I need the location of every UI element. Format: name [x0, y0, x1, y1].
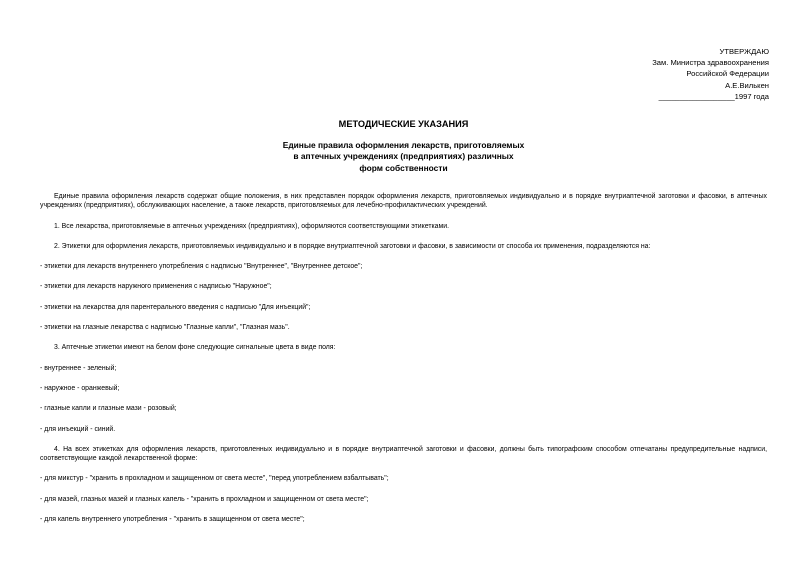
approval-block [652, 46, 769, 102]
list-item: - внутреннее - зеленый; [40, 364, 117, 372]
paragraph-4: 4. На всех этикетках для оформления лекарств, приготовленных индивидуально и в порядке внутриаптечной заготовки и фасовки, должны быть типографским способом отпечатаны предупредительные надписи, соответствующие каждой лекарственной форме: [40, 445, 767, 463]
paragraph-1: 1. Все лекарства, приготовляемые в аптечных учреждениях (предприятиях), оформляются соответствующими этикетками. [54, 222, 449, 230]
list-item: - глазные капли и глазные мази - розовый; [40, 405, 177, 413]
list-item: - этикетки для лекарств внутреннего употребления с надписью "Внутреннее", "Внутреннее детское"; [40, 263, 363, 271]
list-item: - для инъекций - синий. [40, 425, 116, 433]
list-item: - этикетки на глазные лекарства с надписью "Глазные капли", "Глазная мазь". [40, 324, 290, 332]
list-item: - этикетки для лекарств наружного применения с надписью "Наружное"; [40, 283, 272, 291]
document-title: МЕТОДИЧЕСКИЕ УКАЗАНИЯ [338, 119, 469, 129]
list-item: - этикетки на лекарства для парентерального введения с надписью "Для инъекций"; [40, 303, 311, 311]
list-item: - для капель внутреннего употребления - "хранить в защищенном от света месте"; [40, 516, 305, 524]
subtitle-line-3: форм собственности [359, 162, 448, 173]
document-subtitle [0, 140, 807, 174]
approval-heading: УТВЕРЖДАЮ [719, 47, 769, 56]
paragraph-2: 2. Этикетки для оформления лекарств, приготовляемых индивидуально и в порядке внутриаптечной заготовки и фасовки, в зависимости от способа их применения, подразделяются на: [54, 242, 651, 250]
approval-position: Зам. Министра здравоохранения [652, 58, 769, 68]
approval-signatory: А.Е.Вилькен [725, 80, 769, 90]
document-body [40, 192, 767, 524]
approval-date-line: __________________1997 года [658, 91, 769, 101]
list-item: - наружное - оранжевый; [40, 384, 120, 392]
approval-country: Российской Федерации [686, 69, 769, 79]
subtitle-line-1: Единые правила оформления лекарств, приготовляемых [282, 140, 525, 150]
list-item: - для микстур - "хранить в прохладном и защищенном от света месте", "перед употреблением взбалтывать"; [40, 475, 389, 483]
paragraph-3: 3. Аптечные этикетки имеют на белом фоне следующие сигнальные цвета в виде поля: [54, 344, 336, 352]
intro-paragraph: Единые правила оформления лекарств содержат общие положения, в них представлен порядок оформления лекарств, приготовляемых индивидуально и в порядке внутриаптечной заготовки и фасовки, в аптечных учреждениях (предприятиях), обслуживающих население, а также лекарств, приготовляемых для лечебно-профилактических учреждений. [40, 193, 767, 210]
list-item: - для мазей, глазных мазей и глазных капель - "хранить в прохладном и защищенном от света месте"; [40, 495, 369, 503]
subtitle-line-2: в аптечных учреждениях (предприятиях) различных [293, 151, 514, 162]
